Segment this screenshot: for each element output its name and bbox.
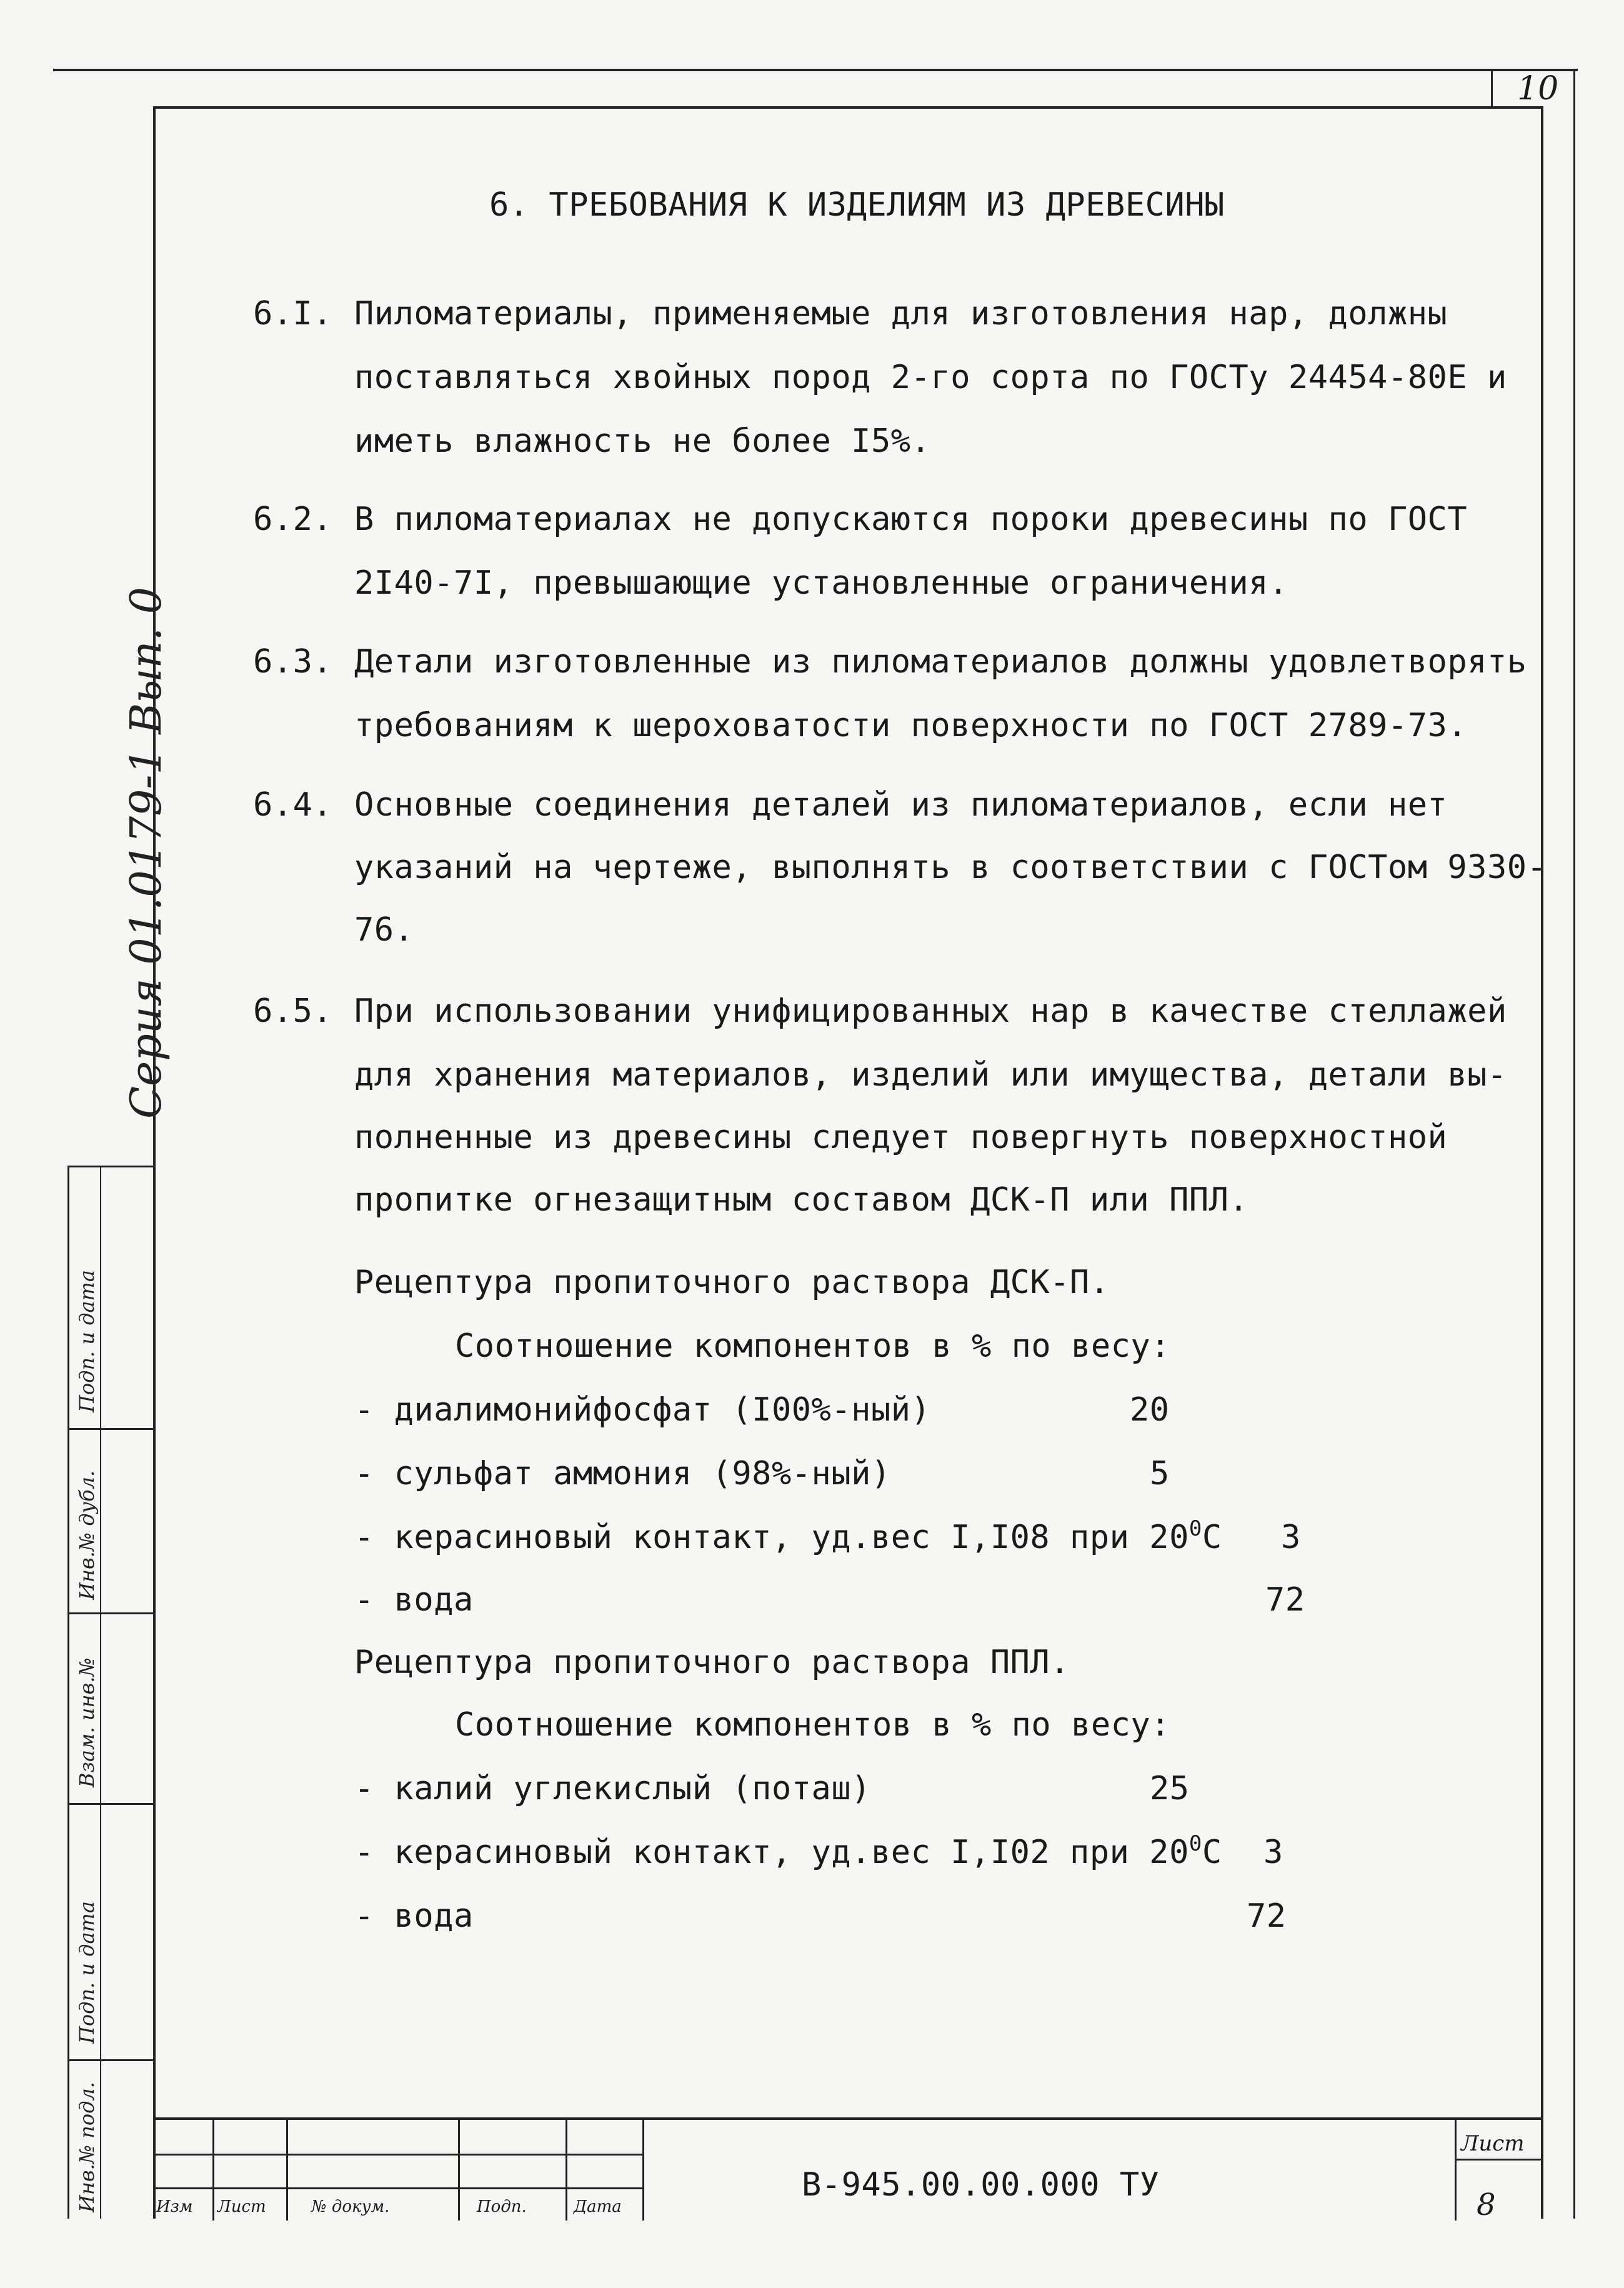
component-name: - вода xyxy=(354,1897,474,1935)
document-number: В-945.00.00.000 ТУ xyxy=(802,2166,1160,2204)
section-number: 6.3. xyxy=(253,643,333,681)
sheet-number: 8 xyxy=(1477,2187,1496,2222)
component-value: 3 xyxy=(1281,1519,1301,1556)
component-value: 72 xyxy=(1265,1581,1305,1619)
section-line: Пиломатериалы, применяемые для изготовления нар, должны xyxy=(354,295,1448,332)
component-value: 20 xyxy=(1130,1391,1170,1429)
section-number: 6.I. xyxy=(253,295,333,332)
section-line: полненные из древесины следует повергнуть поверхностной xyxy=(354,1119,1448,1156)
component-name: - вода xyxy=(354,1581,474,1619)
component-value: 72 xyxy=(1247,1897,1287,1935)
recipe-subheading: Соотношение компонентов в % по весу: xyxy=(455,1327,1171,1365)
title-block xyxy=(155,2117,1542,2221)
component-value: 25 xyxy=(1150,1770,1190,1807)
component-value: 5 xyxy=(1150,1455,1170,1492)
recipe-subheading: Соотношение компонентов в % по весу: xyxy=(455,1706,1171,1744)
section-line: Основные соединения деталей из пиломатериалов, если нет xyxy=(354,786,1448,824)
series-margin-label: Серия 01.0179-1 Вып. 0 xyxy=(122,587,171,1119)
section-line: иметь влажность не более I5%. xyxy=(354,422,931,460)
col-label-doc-no: № докум. xyxy=(311,2197,390,2216)
frame-left xyxy=(153,106,156,2219)
stamp-label-sign-date-2: Подп. и дата xyxy=(75,1901,99,2044)
component-value: 3 xyxy=(1263,1834,1283,1871)
section-line: 76. xyxy=(354,911,414,949)
col-label-signature: Подп. xyxy=(477,2197,527,2216)
col-label-change: Изм xyxy=(156,2197,193,2216)
component-name: - диалимонийфосфат (I00%-ный) xyxy=(354,1391,931,1429)
section-line: поставляться хвойных пород 2-го сорта по ГОСТу 24454-80Е и xyxy=(354,359,1507,396)
stamp-label-dup-inv: Инв.№ дубл. xyxy=(75,1470,99,1600)
section-number: 6.2. xyxy=(253,501,333,538)
section-line: Детали изготовленные из пиломатериалов должны удовлетворять xyxy=(354,643,1527,681)
section-number: 6.4. xyxy=(253,786,333,824)
corner-box-left xyxy=(1491,70,1493,107)
recipe-heading: Рецептура пропиточного раствора ДСК-П. xyxy=(354,1264,1110,1301)
section-line: В пиломатериалах не допускаются пороки древесины по ГОСТ xyxy=(354,501,1468,538)
stamp-label-sign-date-1: Подп. и дата xyxy=(75,1270,99,1412)
outer-right xyxy=(1573,69,1575,2219)
sheet-corner-number: 10 xyxy=(1517,70,1559,107)
sheet-label: Лист xyxy=(1461,2131,1525,2156)
section-line: для хранения материалов, изделий или имущества, детали вы- xyxy=(354,1056,1507,1094)
top-rule xyxy=(53,69,1578,71)
component-name: - керасиновый контакт, уд.вес I,I08 при $20^0С$ xyxy=(354,1516,1222,1556)
stamp-label-replace-inv: Взам. инв.№ xyxy=(75,1657,99,1787)
section-line: При использовании унифицированных нар в качестве стеллажей xyxy=(354,992,1507,1030)
col-label-date: Дата xyxy=(574,2197,622,2216)
page-title: 6. ТРЕБОВАНИЯ К ИЗДЕЛИЯМ ИЗ ДРЕВЕСИНЫ xyxy=(489,186,1225,224)
component-name: - сульфат аммония (98%-ный) xyxy=(354,1455,891,1492)
section-number: 6.5. xyxy=(253,992,333,1030)
component-name: - керасиновый контакт, уд.вес I,I02 при $20^0С$ xyxy=(354,1831,1222,1871)
section-line: пропитке огнезащитным составом ДСК-П или ППЛ. xyxy=(354,1181,1249,1219)
frame-right xyxy=(1541,106,1543,2219)
frame-top xyxy=(153,106,1543,109)
col-label-sheet: Лист xyxy=(217,2197,266,2216)
component-name: - калий углекислый (поташ) xyxy=(354,1770,871,1807)
section-line: указаний на чертеже, выполнять в соответствии с ГОСТом 9330- xyxy=(354,849,1547,886)
section-line: 2I40-7I, превышающие установленные ограничения. xyxy=(354,564,1288,602)
stamp-label-orig-inv: Инв.№ подл. xyxy=(75,2082,99,2212)
recipe-heading: Рецептура пропиточного раствора ППЛ. xyxy=(354,1644,1070,1681)
section-line: требованиям к шероховатости поверхности по ГОСТ 2789-73. xyxy=(354,707,1468,744)
